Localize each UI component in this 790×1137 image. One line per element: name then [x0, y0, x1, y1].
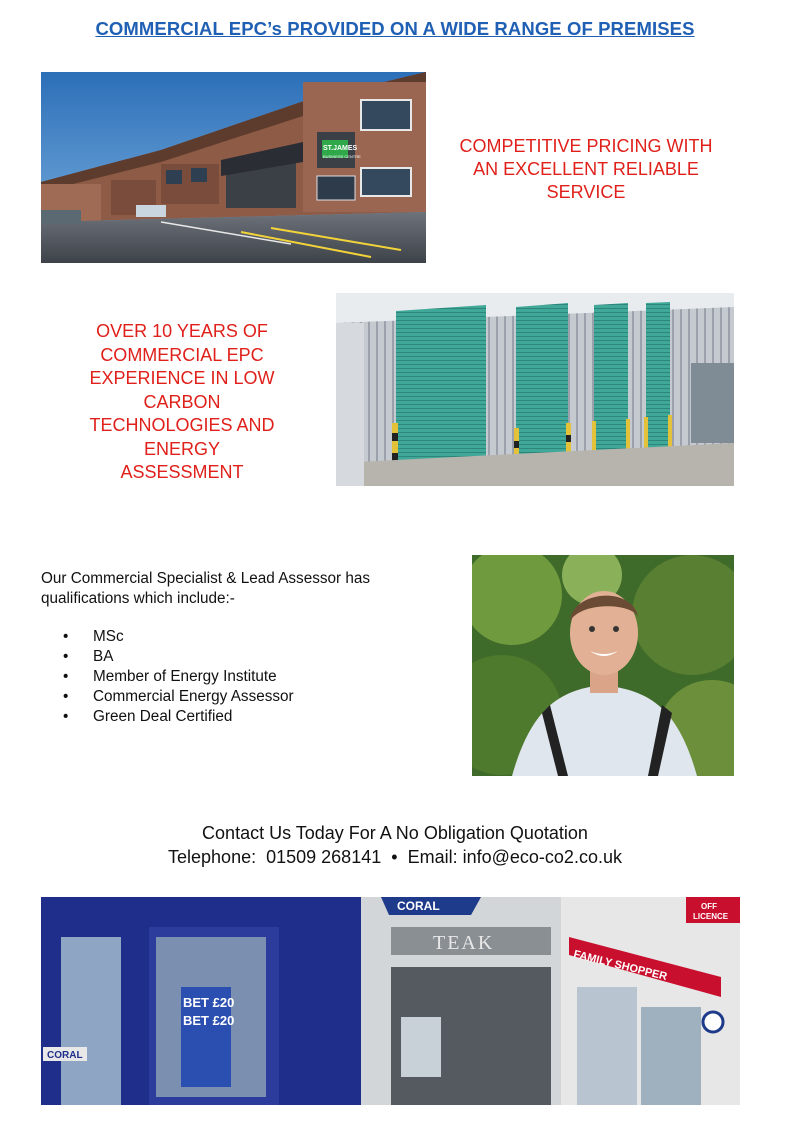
- experience-line-2: COMMERCIAL EPC: [100, 344, 264, 365]
- experience-line-5: TECHNOLOGIES AND: [89, 415, 275, 435]
- list-item: • BA: [63, 647, 294, 667]
- pricing-statement: [436, 135, 736, 204]
- separator: •: [391, 847, 398, 867]
- business-centre-photo: [41, 72, 426, 263]
- experience-line-4: CARBON: [143, 391, 221, 412]
- qualifications-intro-line-2: qualifications which include:-: [41, 590, 235, 607]
- shop-fronts-photo: [41, 897, 740, 1105]
- email-address[interactable]: info@eco-co2.co.uk: [462, 847, 622, 867]
- email-label: Email:: [407, 847, 458, 867]
- qualifications-intro: [41, 569, 441, 609]
- shop-sign-licence: LICENCE: [693, 912, 729, 921]
- warehouse-doors-photo: [336, 293, 734, 486]
- assessor-portrait-photo: [472, 555, 734, 776]
- experience-line-1: OVER 10 YEARS OF: [96, 321, 268, 341]
- experience-line-6: ENERGY: [143, 438, 221, 459]
- list-item: • Member of Energy Institute: [63, 667, 294, 687]
- shop-sign-bet-2: BET £20: [183, 1013, 235, 1028]
- pricing-line-1: COMPETITIVE PRICING WITH: [459, 136, 713, 156]
- pricing-line-2: AN EXCELLENT RELIABLE: [473, 159, 699, 179]
- experience-statement: [52, 320, 312, 485]
- qualifications-list: [63, 627, 294, 727]
- page-title: COMMERCIAL EPC’s PROVIDED ON A WIDE RANGE OF PREMISES: [95, 18, 695, 39]
- phone-number[interactable]: 01509 268141: [266, 847, 382, 867]
- shop-sign-family-shopper: FAMILY SHOPPER: [572, 948, 669, 984]
- experience-line-3: EXPERIENCE IN LOW: [89, 368, 275, 388]
- phone-label: Telephone:: [168, 847, 257, 867]
- qualifications-intro-line-1: Our Commercial Specialist & Lead Assessor has: [41, 570, 371, 587]
- experience-line-7: ASSESSMENT: [120, 462, 244, 482]
- pricing-line-3: SERVICE: [546, 182, 626, 202]
- shop-sign-coral: CORAL: [397, 899, 440, 913]
- building-sign-line1: ST.JAMES: [323, 145, 358, 152]
- shop-sign-off: OFF: [701, 902, 717, 911]
- list-item: • MSc: [63, 627, 294, 647]
- contact-headline: Contact Us Today For A No Obligation Quotation: [202, 823, 588, 843]
- list-item: • Commercial Energy Assessor: [63, 687, 294, 707]
- contact-details: [0, 845, 790, 869]
- shop-sign-teak: TEAK: [433, 932, 495, 954]
- building-sign-line2: BUSINESS CENTRE: [323, 154, 361, 159]
- list-item: • Green Deal Certified: [63, 707, 294, 727]
- shop-sign-bet-1: BET £20: [183, 995, 235, 1010]
- contact-block: [0, 821, 790, 869]
- shop-sign-coral-small: CORAL: [47, 1050, 83, 1061]
